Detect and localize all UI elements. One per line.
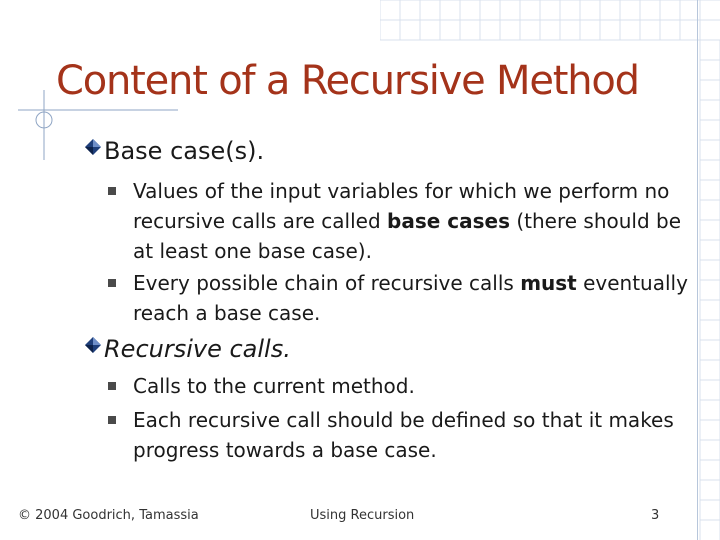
- bullet-item: [108, 176, 698, 266]
- bullet-text-part: Values of the input variables for which we perform no recursive calls are called: [133, 179, 670, 233]
- footer-title: Using Recursion: [310, 508, 415, 523]
- diamond-bullet-icon: [84, 138, 102, 156]
- section-heading-text: Recursive calls.: [104, 335, 291, 363]
- square-bullet-icon: [108, 416, 116, 424]
- diamond-bullet-icon: [84, 336, 102, 354]
- footer-copyright: © 2004 Goodrich, Tamassia: [18, 508, 199, 523]
- square-bullet-icon: [108, 187, 116, 195]
- square-bullet-icon: [108, 382, 116, 390]
- bullet-item: [108, 268, 698, 328]
- bullet-text: Calls to the current method.: [133, 374, 415, 398]
- section-heading-recursive-calls: [84, 335, 291, 363]
- bullet-text: [133, 268, 698, 328]
- bullet-item: [108, 371, 698, 401]
- bullet-text: Each recursive call should be defined so that it makes progress towards a base case.: [133, 408, 674, 462]
- bullet-text-part: eventually reach a base case.: [133, 271, 688, 325]
- bullet-text-bold: must: [520, 271, 577, 295]
- bullet-text-bold: base cases: [387, 209, 510, 233]
- bullet-text: [133, 176, 698, 266]
- section-heading-base-case: [84, 137, 264, 165]
- bullet-item: [108, 405, 698, 465]
- bullet-text-part: (there should be at least one base case).: [133, 209, 682, 263]
- section-heading-text: Base case(s).: [104, 137, 265, 165]
- bullet-text-part: Every possible chain of recursive calls: [133, 271, 521, 295]
- page-number: 3: [651, 508, 660, 523]
- square-bullet-icon: [108, 279, 116, 287]
- slide-title: Content of a Recursive Method: [56, 58, 639, 104]
